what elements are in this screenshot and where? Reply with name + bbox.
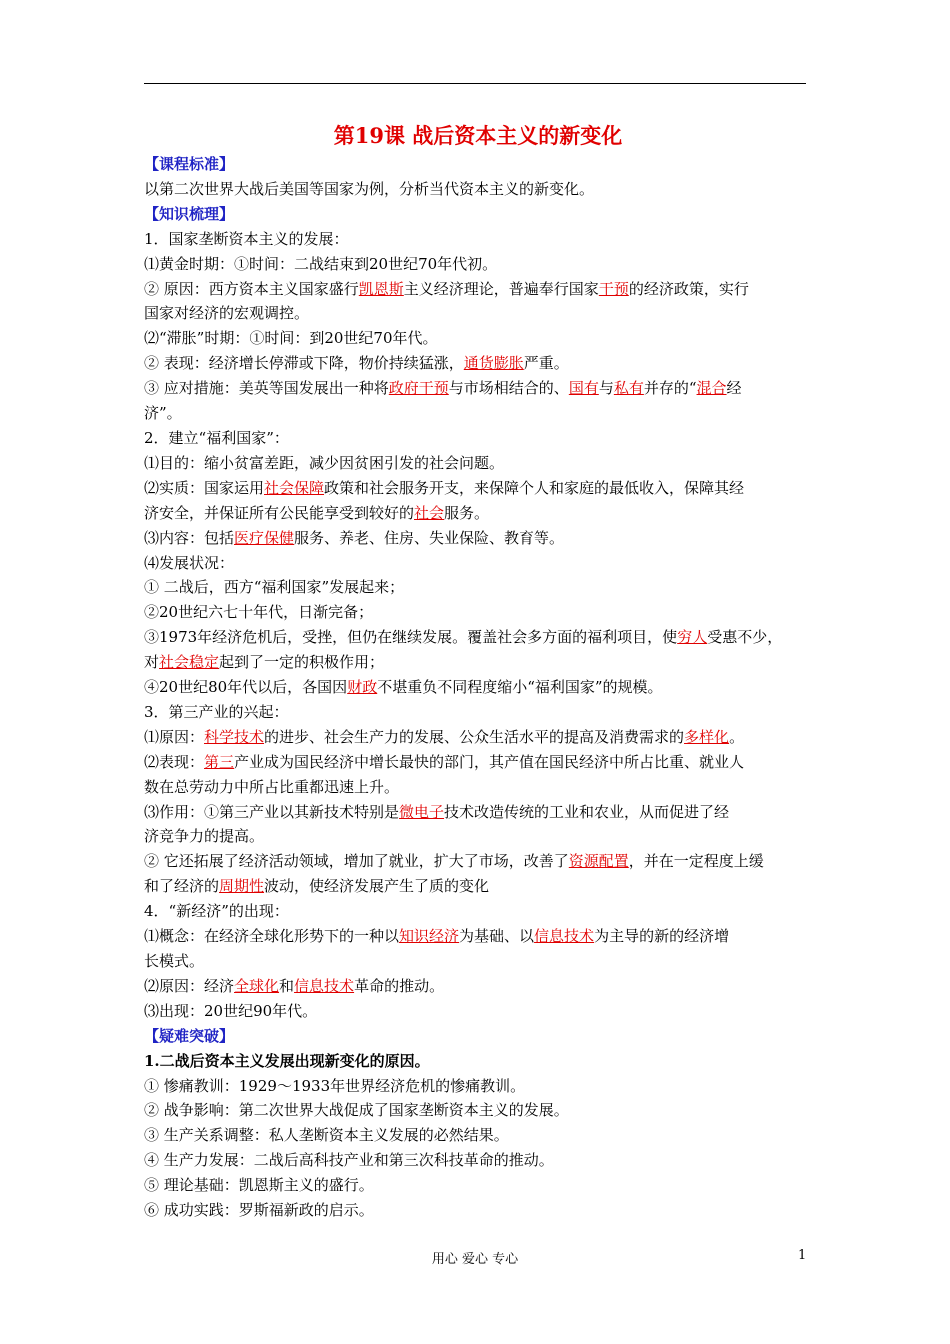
highlighted-term: 资源配置 [568, 852, 629, 871]
highlighted-term: 微电子 [399, 802, 445, 821]
text-segment: ⑶出现：20世纪90年代。 [144, 1001, 318, 1020]
text-segment: 1.二战后资本主义发展出现新变化的原因。 [144, 1051, 430, 1070]
text-line [144, 874, 812, 899]
text-segment: 济”。 [144, 404, 182, 423]
highlighted-term: 凯恩斯 [358, 279, 404, 298]
highlighted-term: 第三 [204, 752, 235, 771]
text-lines [144, 152, 812, 1223]
text-line [144, 1049, 812, 1074]
text-line [144, 1148, 812, 1173]
text-line [144, 775, 812, 800]
text-segment: ⑵“滞胀”时期：①时间：到20世纪70年代。 [144, 329, 438, 348]
lesson-title: 第19课 战后资本主义的新变化 [333, 123, 623, 148]
highlighted-term: 混合 [696, 379, 727, 398]
highlighted-term: 知识经济 [399, 927, 460, 946]
text-line [144, 376, 812, 401]
text-segment: 的进步、社会生产力的发展、公众生活水平的提高及消费需求的 [264, 727, 685, 746]
document-body [144, 120, 812, 1223]
text-segment: 技术改造传统的工业和农业，从而促进了经 [444, 802, 730, 821]
text-segment: 数在总劳动力中所占比重都迅速上升。 [144, 777, 400, 796]
text-segment: ⑴黄金时期：①时间：二战结束到20世纪70年代初。 [144, 254, 498, 273]
text-line [144, 351, 812, 376]
highlighted-term: 信息技术 [534, 927, 595, 946]
text-segment: ④20世纪80年代以后，各国因 [144, 678, 348, 697]
highlighted-term: 干预 [598, 279, 629, 298]
text-line [144, 725, 812, 750]
highlighted-term: 社会保障 [264, 478, 325, 497]
highlighted-term: 财政 [347, 678, 378, 697]
text-segment: 对 [144, 653, 160, 672]
text-segment: ② 原因：西方资本主义国家盛行 [144, 279, 359, 298]
text-segment: 3．第三产业的兴起： [144, 702, 289, 721]
text-segment: 以第二次世界大战后美国等国家为例，分析当代资本主义的新变化。 [144, 179, 595, 198]
text-segment: ① 惨痛教训：1929～1933年世界经济危机的惨痛教训。 [144, 1076, 526, 1095]
text-segment: ⑶作用：①第三产业以其新技术特别是 [144, 802, 400, 821]
highlighted-term: 国有 [568, 379, 599, 398]
highlighted-term: 私有 [613, 379, 644, 398]
section-heading [144, 1024, 812, 1049]
text-line [144, 501, 812, 526]
text-segment: ② 它还拓展了经济活动领域，增加了就业，扩大了市场，改善了 [144, 852, 569, 871]
text-segment: ②20世纪六七十年代，日渐完备； [144, 603, 374, 622]
text-segment: 2．建立“福利国家”： [144, 428, 289, 447]
text-segment: 政策和社会服务开支，来保障个人和家庭的最低收入，保障其经 [324, 478, 745, 497]
text-line [144, 252, 812, 277]
text-line [144, 326, 812, 351]
section-heading [144, 202, 812, 227]
highlighted-term: 通货膨胀 [463, 354, 524, 373]
text-line [144, 426, 812, 451]
highlighted-term: 医疗保健 [234, 528, 295, 547]
text-segment: 起到了一定的积极作用； [219, 653, 385, 672]
text-segment: 【课程标准】 [144, 155, 235, 173]
text-line [144, 949, 812, 974]
text-line [144, 824, 812, 849]
text-segment: ⑴目的：缩小贫富差距，减少因贫困引发的社会问题。 [144, 453, 505, 472]
text-segment: ⑴原因： [144, 727, 205, 746]
text-segment: 长模式。 [144, 952, 205, 970]
text-line [144, 575, 812, 600]
footer-text: 用心 爱心 专心 [431, 1252, 519, 1267]
text-line [144, 1098, 812, 1123]
text-segment: ① 二战后，西方“福利国家”发展起来； [144, 578, 405, 597]
text-segment: 为基础、以 [459, 927, 535, 946]
text-line [144, 1198, 812, 1223]
text-line [144, 177, 812, 202]
text-segment: ② 战争影响：第二次世界大战促成了国家垄断资本主义的发展。 [144, 1101, 569, 1120]
text-segment: 为主导的新的经济增 [594, 927, 730, 946]
text-segment: 济安全，并保证所有公民能享受到较好的 [144, 503, 415, 522]
text-segment: ，并在一定程度上缓 [628, 852, 764, 871]
text-line [144, 277, 812, 302]
text-line [144, 227, 812, 252]
text-line [144, 700, 812, 725]
text-line [144, 600, 812, 625]
text-segment: 服务、养老、住房、失业保险、教育等。 [294, 528, 565, 547]
text-segment: 与市场相结合的、 [448, 379, 569, 398]
text-line [144, 625, 812, 650]
text-segment: 和了经济的 [144, 877, 220, 896]
page-number: 1 [798, 1248, 807, 1263]
text-segment: ⑶内容：包括 [144, 528, 235, 547]
text-line [144, 1123, 812, 1148]
page-footer [0, 1248, 950, 1267]
text-segment: 【知识梳理】 [144, 204, 235, 223]
text-segment: 。 [729, 727, 745, 746]
text-segment: 产业成为国民经济中增长最快的部门，其产值在国民经济中所占比重、就业人 [234, 752, 745, 771]
text-line [144, 526, 812, 551]
text-line [144, 301, 812, 326]
highlighted-term: 穷人 [677, 628, 708, 647]
text-segment: 1．国家垄断资本主义的发展： [144, 229, 349, 248]
text-line [144, 1173, 812, 1198]
text-line [144, 899, 812, 924]
text-segment: 4．“新经济”的出现： [144, 902, 289, 921]
text-segment: ② 表现：经济增长停滞或下降，物价持续猛涨， [144, 354, 464, 373]
section-heading [144, 152, 812, 177]
text-line [144, 401, 812, 426]
text-line [144, 451, 812, 476]
text-segment: 波动，使经济发展产生了质的变化 [264, 877, 490, 896]
text-segment: ③ 生产关系调整：私人垄断资本主义发展的必然结果。 [144, 1126, 509, 1145]
text-segment: 与 [598, 379, 614, 398]
text-segment: 不堪重负不同程度缩小“福利国家”的规模。 [377, 678, 663, 697]
text-line [144, 849, 812, 874]
text-segment: ⑵表现： [144, 752, 205, 771]
text-line [144, 650, 812, 675]
header-rule [144, 83, 806, 84]
text-line [144, 476, 812, 501]
text-segment: ⑵实质：国家运用 [144, 478, 265, 497]
text-segment: ⑷发展状况： [144, 553, 235, 572]
text-segment: 革命的推动。 [354, 976, 445, 995]
text-line [144, 1074, 812, 1099]
text-line [144, 551, 812, 576]
text-line [144, 800, 812, 825]
highlighted-term: 社会稳定 [159, 653, 220, 672]
text-segment: 经 [726, 379, 742, 398]
text-segment: 严重。 [523, 354, 569, 373]
text-segment: 的经济政策，实行 [628, 279, 749, 298]
text-segment: ⑴概念：在经济全球化形势下的一种以 [144, 927, 400, 946]
text-segment: 并存的“ [643, 379, 697, 398]
highlighted-term: 多样化 [684, 727, 730, 746]
text-segment: ④ 生产力发展：二战后高科技产业和第三次科技革命的推动。 [144, 1151, 554, 1170]
text-segment: 主义经济理论，普遍奉行国家 [403, 279, 599, 298]
text-segment: ⑵原因：经济 [144, 976, 235, 995]
highlighted-term: 社会 [414, 503, 445, 522]
text-line [144, 675, 812, 700]
text-segment: ③ 应对措施：美英等国发展出一种将 [144, 379, 389, 398]
text-segment: ③1973年经济危机后，受挫，但仍在继续发展。覆盖社会多方面的福利项目，使 [144, 628, 678, 647]
text-line [144, 999, 812, 1024]
text-segment: 受惠不少， [707, 628, 783, 647]
highlighted-term: 政府干预 [388, 379, 449, 398]
text-segment: ⑤ 理论基础：凯恩斯主义的盛行。 [144, 1176, 374, 1195]
highlighted-term: 科学技术 [204, 727, 265, 746]
text-segment: 国家对经济的宏观调控。 [144, 304, 310, 323]
text-segment: ⑥ 成功实践：罗斯福新政的启示。 [144, 1201, 374, 1220]
text-segment: 服务。 [444, 503, 490, 522]
highlighted-term: 全球化 [234, 976, 280, 995]
highlighted-term: 周期性 [219, 877, 265, 896]
highlighted-term: 信息技术 [294, 976, 355, 995]
text-segment: 【疑难突破】 [144, 1026, 235, 1045]
text-line [144, 974, 812, 999]
text-segment: 济竞争力的提高。 [144, 827, 265, 846]
text-line [144, 924, 812, 949]
text-segment: 和 [279, 976, 295, 995]
text-line [144, 750, 812, 775]
